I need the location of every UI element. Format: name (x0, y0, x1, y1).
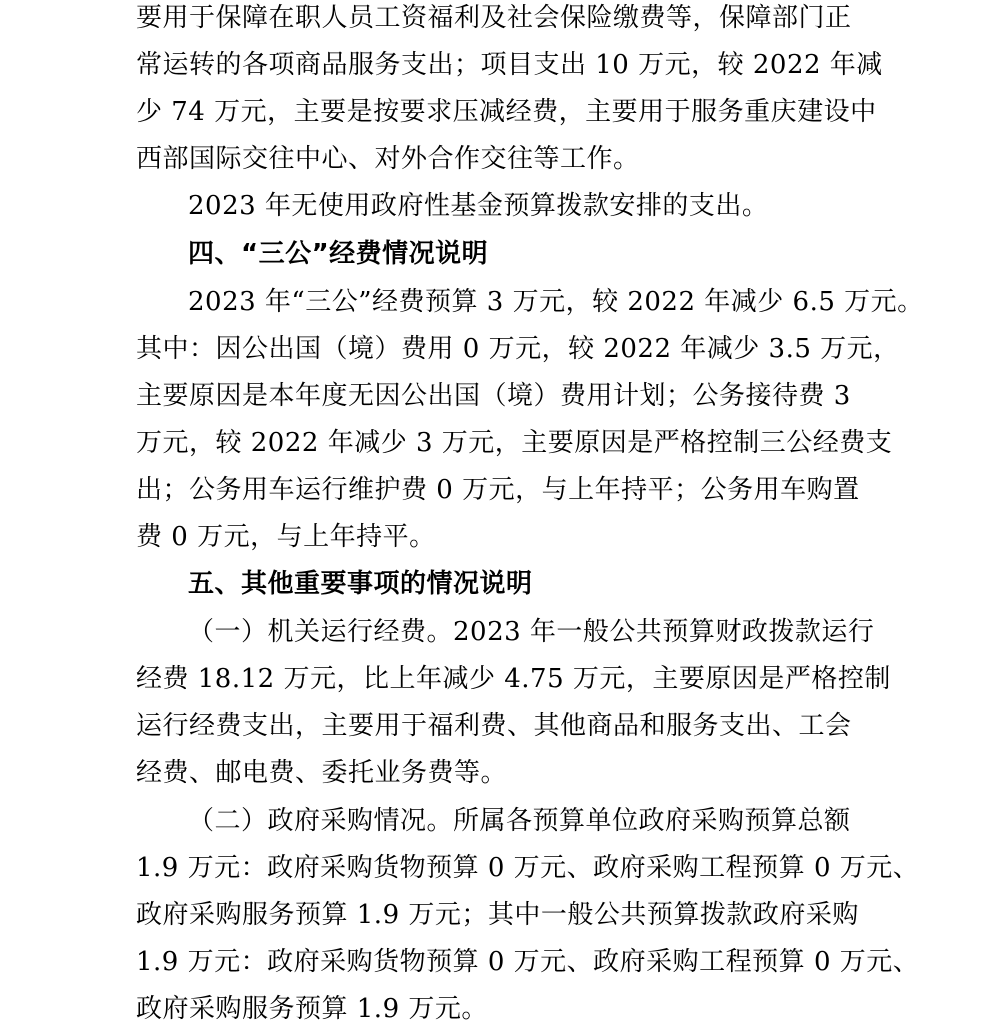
body-text-line: 运行经费支出，主要用于福利费、其他商品和服务支出、工会 (136, 711, 852, 741)
paragraph-first-line: 2023 年“三公”经费预算 3 万元，较 2022 年减少 6.5 万元。 (188, 287, 924, 317)
body-text-line: 政府采购服务预算 1.9 万元；其中一般公共预算拨款政府采购 (136, 900, 859, 930)
body-text-line: 要用于保障在职人员工资福利及社会保险缴费等，保障部门正 (136, 3, 852, 33)
section-heading-four: 四、“三公”经费情况说明 (188, 239, 489, 269)
paragraph-first-line: 2023 年无使用政府性基金预算拨款安排的支出。 (188, 191, 769, 221)
paragraph-first-line: （二）政府采购情况。所属各预算单位政府采购预算总额 (188, 806, 851, 836)
section-heading-five: 五、其他重要事项的情况说明 (188, 569, 533, 599)
body-text-line: 少 74 万元，主要是按要求压减经费，主要用于服务重庆建设中 (136, 97, 877, 127)
body-text-line: 万元，较 2022 年减少 3 万元，主要原因是严格控制三公经费支 (136, 428, 893, 458)
body-text-line: 1.9 万元：政府采购货物预算 0 万元、政府采购工程预算 0 万元、 (136, 947, 920, 977)
body-text-line: 1.9 万元：政府采购货物预算 0 万元、政府采购工程预算 0 万元、 (136, 853, 920, 883)
body-text-line: 主要原因是本年度无因公出国（境）费用计划；公务接待费 3 (136, 381, 851, 411)
body-text-line: 经费、邮电费、委托业务费等。 (136, 758, 508, 788)
body-text-line: 其中：因公出国（境）费用 0 万元，较 2022 年减少 3.5 万元， (136, 334, 900, 364)
body-text-line: 西部国际交往中心、对外合作交往等工作。 (136, 144, 640, 174)
body-text-line: 经费 18.12 万元，比上年减少 4.75 万元，主要原因是严格控制 (136, 664, 891, 694)
paragraph-first-line: （一）机关运行经费。2023 年一般公共预算财政拨款运行 (188, 617, 875, 647)
body-text-line: 费 0 万元，与上年持平。 (136, 522, 436, 552)
body-text-line: 出；公务用车运行维护费 0 万元，与上年持平；公务用车购置 (136, 475, 860, 505)
body-text-line: 常运转的各项商品服务支出；项目支出 10 万元，较 2022 年减 (136, 50, 883, 80)
body-text-line: 政府采购服务预算 1.9 万元。 (136, 994, 488, 1024)
